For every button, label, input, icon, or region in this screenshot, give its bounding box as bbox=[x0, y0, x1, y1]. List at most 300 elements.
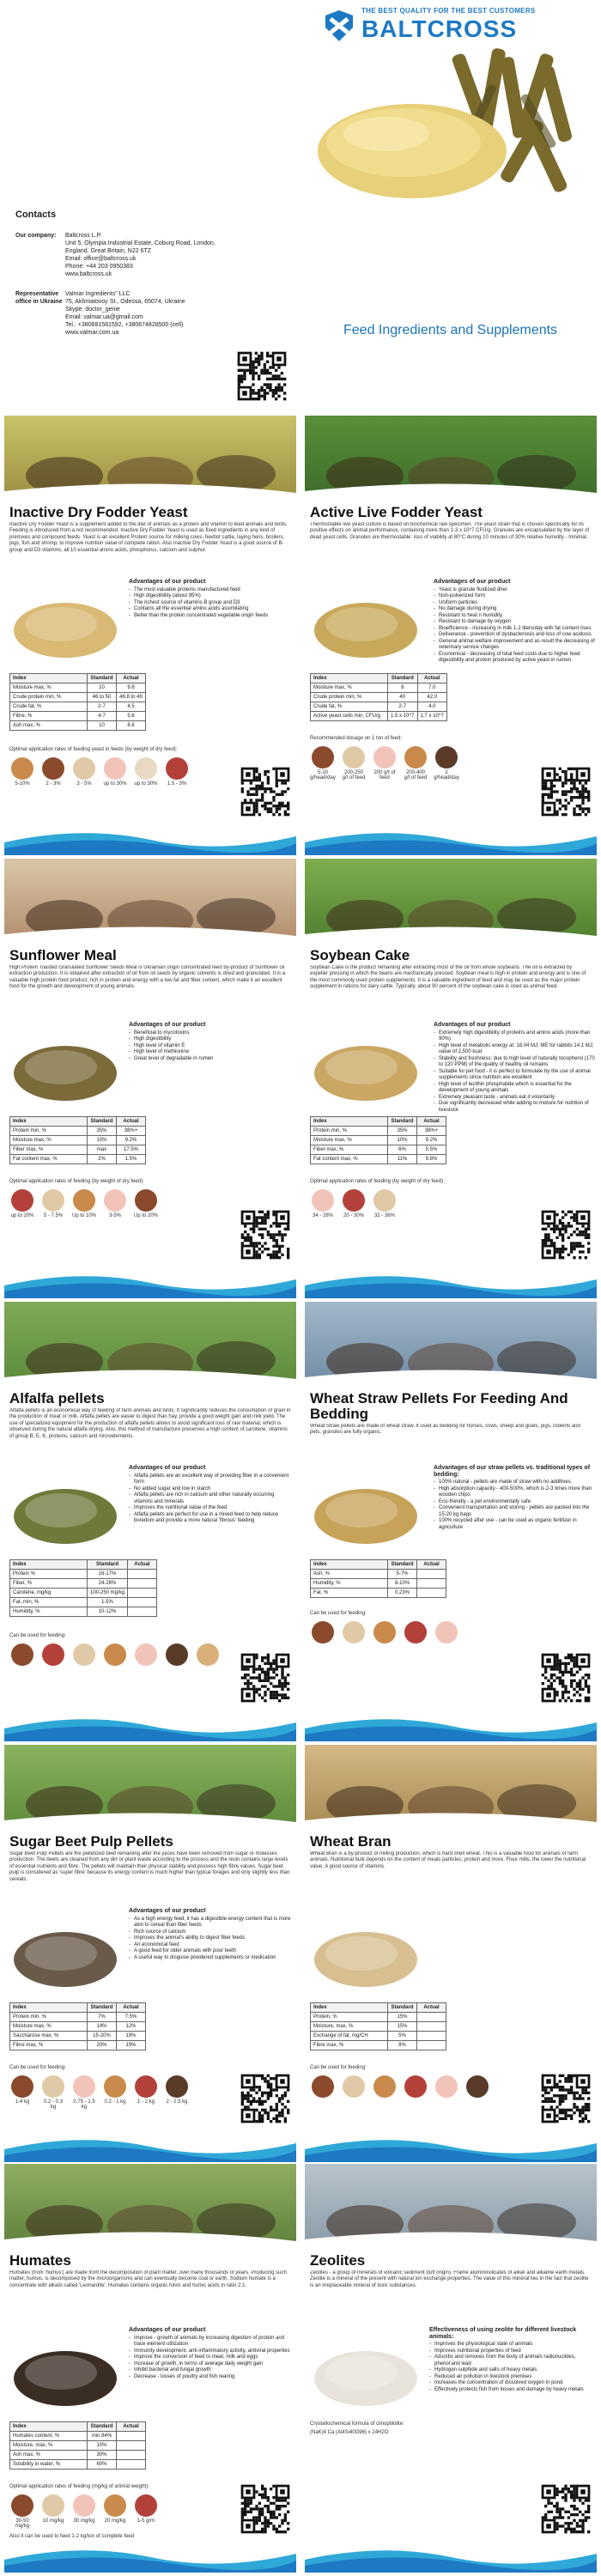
actual-cell: 19% bbox=[117, 2032, 146, 2041]
column-header: Actual bbox=[417, 1560, 446, 1570]
animal-icon bbox=[42, 2494, 64, 2517]
table-header-row bbox=[10, 2003, 146, 2013]
actual-cell bbox=[128, 1598, 157, 1607]
dosage-label: 32 - 36% bbox=[373, 1213, 395, 1218]
animal-icon bbox=[166, 1643, 188, 1666]
actual-cell bbox=[117, 2451, 146, 2460]
dosage-label: 0.75 - 1.5 kg bbox=[73, 2099, 95, 2110]
animal-dosage bbox=[102, 1643, 128, 1668]
actual-cell: 9.2% bbox=[117, 1136, 146, 1145]
animal-dosage bbox=[9, 2494, 35, 2529]
actual-cell: 7.0 bbox=[417, 683, 447, 693]
dosage-label: 3 - 5% bbox=[76, 781, 92, 787]
product-section bbox=[4, 1302, 296, 1741]
standard-cell: 6% bbox=[388, 1145, 417, 1155]
product-section bbox=[305, 1745, 597, 2162]
animal-icon bbox=[343, 1189, 365, 1212]
standard-cell: 4-7 bbox=[88, 712, 117, 721]
animal-icon bbox=[312, 1621, 334, 1643]
animal-icon bbox=[42, 1643, 64, 1666]
index-cell: Crude fat, % bbox=[10, 702, 88, 712]
standard-cell: 10% bbox=[88, 2441, 117, 2451]
qr-code-icon[interactable] bbox=[240, 2483, 291, 2535]
rep-website[interactable]: www.valmar.com.ua bbox=[65, 330, 119, 336]
standard-cell: 8 bbox=[388, 683, 418, 693]
product-title: Wheat Straw Pellets For Feeding And Bedding bbox=[310, 1390, 568, 1422]
product-section bbox=[4, 2164, 296, 2573]
standard-cell: 10% bbox=[388, 1136, 417, 1145]
table-row bbox=[10, 1579, 157, 1589]
product-sample-photo bbox=[310, 2331, 422, 2409]
animal-dosage bbox=[164, 2075, 190, 2110]
table-header-row bbox=[10, 2422, 146, 2432]
decorative-wave bbox=[4, 821, 296, 855]
table-row bbox=[10, 1589, 157, 1598]
column-header: Index bbox=[10, 1117, 88, 1127]
table-row bbox=[311, 1589, 446, 1598]
animal-dosage bbox=[372, 1621, 398, 1645]
index-cell: Fat content max, % bbox=[311, 1155, 388, 1164]
dosage-label: 5-10% bbox=[15, 781, 30, 787]
dosage-label: 5-10 g/head/day bbox=[310, 770, 336, 781]
index-cell: Humates content, % bbox=[10, 2432, 88, 2441]
advantages-title: Advantages of our product bbox=[129, 2327, 206, 2333]
animal-icon bbox=[312, 1189, 334, 1212]
column-header: Actual bbox=[117, 674, 146, 683]
advantage-item: - The richest source of vitamins B group and D3 bbox=[129, 600, 292, 607]
advantages-title: Advantages of our product bbox=[129, 1465, 206, 1471]
standard-cell: 20% bbox=[88, 2041, 117, 2050]
qr-code-icon[interactable] bbox=[540, 1209, 592, 1261]
actual-cell: 17.5% bbox=[117, 1145, 146, 1155]
table-row bbox=[311, 712, 447, 721]
actual-cell bbox=[117, 2460, 146, 2470]
standard-cell: 1.5 x 10^7 bbox=[388, 712, 418, 721]
dosage-label: 5 - 7.5% bbox=[43, 1213, 64, 1218]
advantages-title: Advantages of our product bbox=[129, 579, 206, 585]
animal-dosage bbox=[403, 746, 428, 781]
advantages-list bbox=[129, 1022, 292, 1062]
column-header: Index bbox=[10, 674, 88, 683]
decorative-wave bbox=[305, 2128, 597, 2162]
product-section bbox=[4, 859, 296, 1298]
advantage-item: - Immunity development, anti-inflammatory activity, antiviral properties bbox=[129, 2348, 292, 2355]
standard-cell: 15% bbox=[388, 2022, 417, 2032]
company-phone[interactable]: Phone: +44 203 0950383 bbox=[65, 264, 133, 270]
table-row bbox=[311, 1570, 446, 1579]
index-cell: Protein % bbox=[10, 1570, 88, 1579]
qr-code-icon[interactable] bbox=[540, 766, 592, 817]
brand-tagline: THE BEST QUALITY FOR THE BEST CUSTOMERS bbox=[361, 7, 536, 15]
product-section bbox=[305, 2164, 597, 2573]
advantage-item: - Hydrogen sulphide and salts of heavy metals bbox=[429, 2367, 592, 2374]
animal-dosage bbox=[434, 1621, 459, 1645]
animal-icon bbox=[104, 2494, 126, 2517]
animal-icon bbox=[73, 757, 95, 780]
application-note: Can be used for feeding: bbox=[9, 1633, 66, 1638]
product-sample-photo bbox=[9, 2331, 121, 2409]
spec-table bbox=[9, 1116, 146, 1164]
index-cell: Solubility in water, % bbox=[10, 2460, 88, 2470]
column-header: Actual bbox=[117, 2422, 146, 2432]
standard-cell: 1.5% bbox=[88, 1598, 128, 1607]
animal-icon bbox=[373, 1189, 396, 1212]
index-cell: Moisture, max, % bbox=[311, 2022, 388, 2032]
dosage-label: up to 30% bbox=[103, 781, 127, 787]
advantages-list bbox=[429, 2327, 592, 2393]
rep-details bbox=[65, 290, 185, 337]
advantages-list bbox=[129, 579, 292, 619]
product-banner-photo bbox=[305, 416, 597, 501]
advantage-item: - High level of vitamin E bbox=[129, 1043, 292, 1050]
product-section bbox=[305, 1302, 597, 1741]
product-sample-photo bbox=[9, 583, 121, 660]
animal-dosage bbox=[434, 2075, 459, 2099]
animal-icon bbox=[11, 1189, 33, 1212]
index-cell: Carotene, mg/kg bbox=[10, 1589, 88, 1598]
animal-dosage bbox=[133, 1189, 159, 1218]
table-row bbox=[311, 2022, 446, 2032]
animal-dosage bbox=[9, 1189, 35, 1218]
actual-cell: 4.0 bbox=[417, 702, 447, 712]
qr-code-icon[interactable] bbox=[236, 350, 288, 402]
product-banner-photo bbox=[305, 1745, 597, 1831]
actual-cell bbox=[417, 2022, 446, 2032]
standard-cell: 11% bbox=[388, 1155, 417, 1164]
dosage-label: Up to 20% bbox=[133, 1213, 159, 1218]
animal-icon bbox=[11, 757, 33, 780]
dosage-label: up to 30% bbox=[134, 781, 158, 787]
index-cell: Moisture max, % bbox=[311, 683, 388, 693]
animal-dosage bbox=[310, 2075, 336, 2099]
column-header: Actual bbox=[417, 2003, 446, 2013]
animal-icons bbox=[9, 2075, 190, 2110]
product-description: Soybean Cake is the product remaining after extracting most of the oil from whole soybeans. The oil is extracted by expeller pressing in which the beans are mechanically pressed. Soybean meal is high in protein and energy and is one of the most commonly used protein supplements. It is a valuable ingredient of feed and may be used as the major protein supplement in rations for dairy cattle. Typically, about 90 percent of the soybean cake is used as animal feed. bbox=[310, 965, 586, 990]
column-header: Actual bbox=[117, 1117, 146, 1127]
actual-cell: 1.5% bbox=[117, 1155, 146, 1164]
index-cell: Protein min, % bbox=[10, 2013, 88, 2022]
table-row bbox=[10, 2441, 146, 2451]
advantage-item: - General animal welfare improvement and as result the decreasing of veterinary service charges bbox=[434, 639, 597, 652]
index-cell: Saccharose max, % bbox=[10, 2032, 88, 2041]
advantage-item: - High digestibility bbox=[129, 1036, 292, 1043]
animal-dosage bbox=[102, 2075, 128, 2110]
actual-cell bbox=[117, 2432, 146, 2441]
animal-dosage bbox=[9, 757, 35, 787]
rep-skype[interactable]: Skype: doctor_genie bbox=[65, 307, 120, 313]
spec-table bbox=[9, 2002, 146, 2050]
advantage-item: - High level of lecithin phosphatide which is essential for the development of young animals bbox=[434, 1082, 597, 1095]
animal-icon bbox=[104, 757, 126, 780]
qr-code-icon[interactable] bbox=[540, 1652, 592, 1704]
actual-cell: 8.6 bbox=[117, 721, 146, 731]
advantage-item: - Due significantly decreased while adding to mixture for nutrition of livestock bbox=[434, 1101, 597, 1114]
index-cell: Fiber, % bbox=[10, 1579, 88, 1589]
company-label: Our company: bbox=[15, 233, 57, 239]
standard-cell: 40 bbox=[388, 693, 418, 702]
actual-cell: 42.0 bbox=[417, 693, 447, 702]
table-row bbox=[10, 721, 146, 731]
advantage-item: - Extremely pleasant taste - animals eat it voluntarily bbox=[434, 1095, 597, 1102]
spec-table bbox=[9, 2421, 146, 2470]
dosage-label: 2 g/head/day bbox=[434, 770, 459, 781]
table-row bbox=[10, 1607, 157, 1617]
advantages-title: Advantages of our straw pellets vs. traditional types of bedding: bbox=[434, 1465, 591, 1478]
application-note: Optimal application rates of feeding (mg/kg of animal weight): bbox=[9, 2484, 149, 2489]
animal-dosage bbox=[71, 1643, 97, 1668]
table-row bbox=[10, 693, 146, 702]
standard-cell: 2-7 bbox=[388, 702, 418, 712]
company-website[interactable]: www.baltcross.uk bbox=[65, 271, 112, 277]
standard-cell: 15% bbox=[388, 2013, 417, 2022]
decorative-wave bbox=[4, 2128, 296, 2162]
actual-cell: 38%+ bbox=[417, 1127, 446, 1136]
standard-cell: 8-10% bbox=[388, 1579, 417, 1589]
advantages-title: Advantages of our product bbox=[434, 1022, 511, 1028]
advantage-item: - Yeast is granule fluidized drier bbox=[434, 587, 597, 594]
advantages-list bbox=[129, 1465, 292, 1525]
dosage-label: 30 mg/kg bbox=[73, 2518, 95, 2524]
product-sample-photo bbox=[310, 1469, 422, 1546]
product-description: Alfalfa pellets is an economical way of feeding of farm animals and birds. It significantly reduces the consumption of grain in the production of meat or milk. Alfalfa pellets are easier to digest than hay, provide a good weight gain and milk yield. The use of specialized equipment for the production of alfalfa pellets allows to avoid significant loss of raw material, which is observed during the natural alfalfa drying. Also, this method of manufacture preserves a high content of carotene, vitamins of group B, E, K, proteins, calcium and microelements. bbox=[9, 1408, 291, 1439]
advantage-item: - Better than the protein concentrated vegetable origin feeds bbox=[129, 613, 292, 620]
dosage-label: up to 20% bbox=[10, 1213, 34, 1218]
table-row bbox=[311, 683, 447, 693]
product-sample-photo bbox=[310, 583, 422, 660]
advantage-item: - Increase of growth, in terms of average daily weight gain bbox=[129, 2361, 292, 2368]
actual-cell: 46.8 to 49 bbox=[117, 693, 146, 702]
contacts-title: Contacts bbox=[15, 210, 57, 220]
product-banner-photo bbox=[305, 1302, 597, 1388]
index-cell: Fat, % bbox=[311, 1589, 388, 1598]
company-line: Unit 5, Olympia Industrial Estate, Coburg Road, London, bbox=[65, 240, 216, 246]
actual-cell bbox=[128, 1579, 157, 1589]
column-header: Index bbox=[10, 2003, 88, 2013]
company-email[interactable]: Email: office@baltcross.uk bbox=[65, 256, 137, 262]
animal-dosage bbox=[133, 757, 159, 787]
advantages-title: Advantages of our product bbox=[129, 1022, 206, 1028]
animal-icons bbox=[9, 1643, 221, 1668]
index-cell: Moisture max, % bbox=[10, 1136, 88, 1145]
standard-cell: 10 bbox=[88, 683, 117, 693]
advantage-item: - Economical - decreasing of total feed costs due to higher feed digestibility and protein produced by active yeast in rumen bbox=[434, 652, 597, 665]
contacts-block bbox=[15, 210, 299, 349]
advantage-item: - Rich source of calcium bbox=[129, 1929, 292, 1936]
animal-icon bbox=[312, 746, 334, 769]
standard-cell: max bbox=[88, 1145, 117, 1155]
animal-dosage bbox=[71, 2075, 97, 2110]
animal-icon bbox=[42, 1189, 64, 1212]
dosage-label: 20 - 30% bbox=[343, 1213, 364, 1218]
product-banner-photo bbox=[4, 1745, 296, 1831]
animal-icon bbox=[312, 2075, 334, 2098]
qr-code-icon[interactable] bbox=[540, 2073, 592, 2124]
animal-dosage bbox=[403, 2075, 428, 2099]
standard-cell: 10-12% bbox=[88, 1607, 128, 1617]
index-cell: Ash max, % bbox=[10, 2451, 88, 2460]
index-cell: Moisture max, % bbox=[311, 1136, 388, 1145]
actual-cell: 5.5% bbox=[417, 1145, 446, 1155]
qr-code-icon[interactable] bbox=[240, 766, 291, 817]
actual-cell bbox=[417, 2041, 446, 2050]
advantages-title: Effectiveness of using zeolite for different livestock animals: bbox=[429, 2327, 577, 2340]
extra-note: Also it can be used to feed 1-2 kg/ton of complete feed bbox=[9, 2534, 135, 2539]
animal-dosage bbox=[341, 1189, 367, 1218]
index-cell: Ash max, % bbox=[10, 721, 88, 731]
table-header-row bbox=[311, 1560, 446, 1570]
product-title: Sunflower Meal bbox=[9, 947, 117, 963]
advantage-item: - Uniform particles bbox=[434, 600, 597, 607]
table-row bbox=[10, 2022, 146, 2032]
advantage-item: - Eco-friendly - a pet environmentally safe bbox=[434, 1499, 597, 1506]
advantage-item: - Non-pulverized form bbox=[434, 593, 597, 600]
animal-icon bbox=[73, 1643, 95, 1666]
animal-dosage bbox=[372, 2075, 398, 2099]
standard-cell: 46 to 50 bbox=[88, 693, 117, 702]
application-note: Crystallochemical formula of clinoptilolite: bbox=[310, 2421, 404, 2427]
animal-icon bbox=[104, 1643, 126, 1666]
animal-icon bbox=[73, 1189, 95, 1212]
product-section bbox=[4, 1745, 296, 2162]
advantage-item: - Deliverance - prevention of dysbacteriosis and loss of cow acidosis bbox=[434, 632, 597, 639]
main-title: Feed Ingredients and Supplements bbox=[343, 323, 558, 337]
qr-code-icon[interactable] bbox=[540, 2483, 592, 2535]
animal-icon bbox=[73, 2494, 95, 2517]
advantage-item: - Resistant to heat n humidity bbox=[434, 613, 597, 620]
advantage-item: - Alfalfa pellets are perfect for use in a mixed feed to help reduce boredom and provide a more natural 'fibrous' feeding bbox=[129, 1512, 292, 1525]
column-header: Standard bbox=[388, 1560, 417, 1570]
advantage-item: - High level of methionine bbox=[129, 1049, 292, 1056]
table-row bbox=[311, 702, 447, 712]
dosage-label: 2 - 2.5 kg bbox=[166, 2099, 188, 2105]
advantage-item: - High level of metabolic energy at: 18.04 MJ; ME for rabbits 14.1 MJ; value of 2,500 kcal bbox=[434, 1043, 597, 1056]
qr-code-icon[interactable] bbox=[240, 1209, 291, 1261]
table-row bbox=[10, 712, 146, 721]
table-row bbox=[10, 2032, 146, 2041]
product-description: Inactive Dry Fodder Yeast is a supplement added to the diet of animals as a protein and vitamin to feed animals and birds. Feeding is introduced from a not recommended. Inactive Dry Fodder Yeast is used as fixed ingredients in any kind of premixes and compound feeds. Yeast is an excellent Protein source for milking cows, feedlot cattle, laying hens, broilers, pigs, fish and shrimp, to improve nutrition value of complete ration. Also inactive Dry Fodder Yeast is a good source of B-group and D3 vitamins, all 10 essential amino acids, phosphorus, calcium and sulphur. bbox=[9, 522, 288, 553]
index-cell: Fiber max, % bbox=[10, 1145, 88, 1155]
actual-cell: 1.7 x 10^7 bbox=[417, 712, 447, 721]
standard-cell: 35% bbox=[88, 1127, 117, 1136]
animal-icon bbox=[135, 2075, 157, 2098]
advantage-item: - The most valuable proteins manufactured feed bbox=[129, 587, 292, 594]
table-row bbox=[311, 1145, 446, 1155]
animal-icon bbox=[166, 2075, 188, 2098]
application-note: Optimal application rates of feeding (by weight of dry feed): bbox=[310, 1179, 445, 1184]
advantage-item: - Reduced air pollution in livestock premises bbox=[429, 2374, 592, 2381]
product-banner-photo bbox=[4, 859, 296, 945]
animal-dosage bbox=[434, 746, 459, 781]
advantage-item: - Improve the conversion of feed to meat, milk and eggs bbox=[129, 2354, 292, 2361]
advantage-item: - Extremely high digestibility of proteins and amino acids (more than 90%) bbox=[434, 1030, 597, 1043]
actual-cell bbox=[117, 2441, 146, 2451]
table-header-row bbox=[311, 674, 447, 683]
dosage-label: 3-5% bbox=[108, 1213, 121, 1218]
decorative-wave bbox=[4, 1264, 296, 1298]
animal-dosage bbox=[40, 1643, 66, 1668]
animal-icons bbox=[9, 1189, 159, 1218]
advantage-item: - Stability and freshness; due to high level of naturally tocopherol (170 to 120 PPM) of the quality of healthy oil remains bbox=[434, 1056, 597, 1069]
index-cell: Fiber max, % bbox=[311, 1145, 388, 1155]
animal-icon bbox=[343, 2075, 365, 2098]
animal-dosage bbox=[195, 1643, 221, 1668]
column-header: Index bbox=[10, 2422, 88, 2432]
animal-icon bbox=[135, 2494, 157, 2517]
animal-icon bbox=[166, 757, 188, 780]
table-row bbox=[10, 1155, 146, 1164]
advantage-item: - Great level of degradable in rumen bbox=[129, 1056, 292, 1063]
animal-dosage bbox=[71, 2494, 97, 2529]
qr-code-icon[interactable] bbox=[240, 2073, 291, 2124]
table-row bbox=[10, 1145, 146, 1155]
brand-name: BALTCROSS bbox=[361, 15, 518, 42]
decorative-wave bbox=[305, 2538, 597, 2573]
dosage-label: Up to 10% bbox=[71, 1213, 97, 1218]
animal-icon bbox=[135, 757, 157, 780]
table-row bbox=[311, 1579, 446, 1589]
animal-icon bbox=[404, 746, 427, 769]
animal-dosage bbox=[164, 757, 190, 787]
product-title: Wheat Bran bbox=[310, 1833, 392, 1850]
animal-icons bbox=[310, 1189, 398, 1218]
product-sample-photo bbox=[310, 1912, 422, 1990]
column-header: Standard bbox=[88, 674, 117, 683]
product-description: Thermostable live yeast culture is based on biochemical raw specimen. The yeast strain that is chosen specifically for its positive effects on animal performance, containing more than 1-3 x 10^7 CFU/g. Granules are encapsulated by the layer of dead yeast cells. Granules are thermostable: loss of viability at 80°C during 10 minutes of 30% relative humidity - minimal. bbox=[310, 522, 590, 540]
advantage-item: - Improves the animal's ability to digest fiber feeds bbox=[129, 1935, 292, 1942]
index-cell: Active yeast cells min, CFU/g bbox=[311, 712, 388, 721]
actual-cell bbox=[417, 1570, 446, 1579]
advantage-item: - As a high energy feed, it has a digestible energy content that is more akin to cereal than fiber feeds bbox=[129, 1917, 292, 1929]
index-cell: Protein min, % bbox=[311, 1127, 388, 1136]
standard-cell: 7% bbox=[88, 2013, 117, 2022]
product-banner-photo bbox=[305, 2164, 597, 2250]
table-row bbox=[311, 2041, 446, 2050]
actual-cell bbox=[417, 2032, 446, 2041]
product-section bbox=[305, 416, 597, 855]
column-header: Index bbox=[10, 1560, 88, 1570]
advantage-item: - No damage during drying bbox=[434, 606, 597, 613]
actual-cell: 9.6 bbox=[117, 683, 146, 693]
actual-cell: 38%+ bbox=[117, 1127, 146, 1136]
qr-code-icon[interactable] bbox=[240, 1652, 291, 1704]
advantage-item: - A good feed for older animals with poor teeth bbox=[129, 1948, 292, 1955]
product-sample-photo bbox=[9, 1026, 121, 1103]
table-row bbox=[10, 2451, 146, 2460]
index-cell: Protein, % bbox=[311, 2013, 388, 2022]
advantage-item: - High digestibility (about 95%) bbox=[129, 593, 292, 600]
company-contact bbox=[15, 232, 299, 278]
table-row bbox=[10, 2432, 146, 2441]
brand-logo[interactable] bbox=[322, 5, 597, 46]
product-title: Zeolites bbox=[310, 2252, 366, 2269]
rep-email[interactable]: Email: valmar.ua@gmail.com bbox=[65, 314, 143, 320]
rep-label: Representative office in Ukraine bbox=[15, 291, 63, 305]
advantage-item: - A useful way to disguise powdered supplements or medication bbox=[129, 1955, 292, 1962]
advantage-item: - Bioefficience - increasing in milk 1-2 liters/day with fat content rises bbox=[434, 626, 597, 633]
column-header: Actual bbox=[417, 1117, 446, 1127]
standard-cell: 24-28% bbox=[88, 1579, 128, 1589]
animal-icon bbox=[73, 2075, 95, 2098]
rep-phone[interactable]: Tel.: +380681581592, +380674828500 (cell) bbox=[65, 322, 184, 328]
animal-dosage bbox=[341, 1621, 367, 1645]
actual-cell bbox=[128, 1607, 157, 1617]
representative-contact bbox=[15, 290, 299, 337]
table-header-row bbox=[10, 674, 146, 683]
animal-dosage bbox=[310, 746, 336, 781]
actual-cell: 7.5% bbox=[117, 2013, 146, 2022]
index-cell: Fibre max, % bbox=[311, 2041, 388, 2050]
animal-dosage bbox=[40, 2494, 66, 2529]
